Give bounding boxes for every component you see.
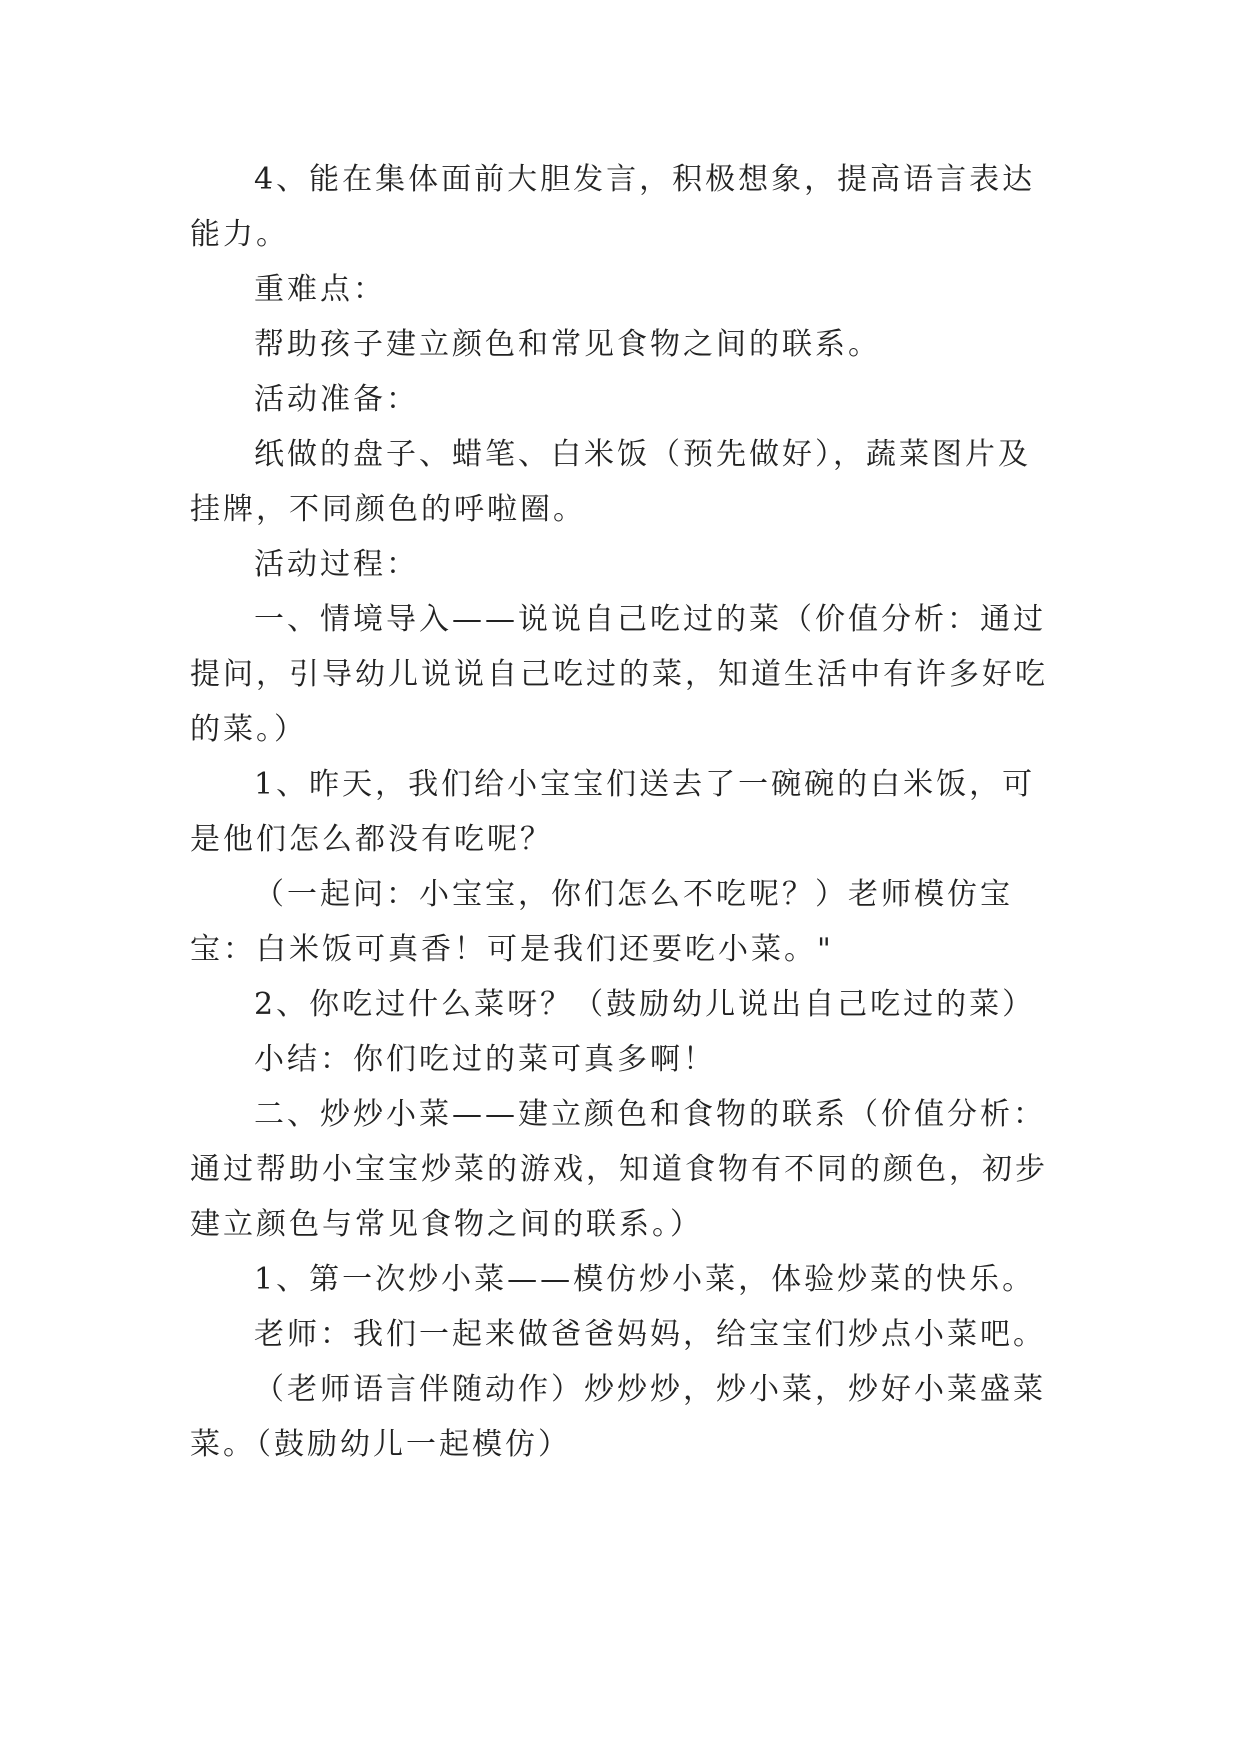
paragraph-step-1-1: 1、昨天，我们给小宝宝们送去了一碗碗的白米饭，可是他们怎么都没有吃呢？ bbox=[190, 767, 1036, 857]
paragraph-section-one: 一、情境导入——说说自己吃过的菜（价值分析：通过提问，引导幼儿说说自己吃过的菜，知道生活中有许多好吃的菜。） bbox=[190, 602, 1048, 747]
paragraph-teacher: 老师：我们一起来做爸爸妈妈，给宝宝们炒点小菜吧。 bbox=[254, 1317, 1046, 1352]
paragraph-goal-4: 4、能在集体面前大胆发言，积极想象，提高语言表达能力。 bbox=[190, 162, 1036, 252]
paragraph-section-two: 二、炒炒小菜——建立颜色和食物的联系（价值分析：通过帮助小宝宝炒菜的游戏，知道食物有不同的颜色，初步建立颜色与常见食物之间的联系。） bbox=[190, 1097, 1048, 1242]
paragraph-key-points: 帮助孩子建立颜色和常见食物之间的联系。 bbox=[254, 327, 881, 362]
paragraph-step-2-1: 1、第一次炒小菜——模仿炒小菜，体验炒菜的快乐。 bbox=[254, 1262, 1036, 1297]
paragraph-preparation: 纸做的盘子、蜡笔、白米饭（预先做好），蔬菜图片及挂牌，不同颜色的呼啦圈。 bbox=[190, 437, 1031, 527]
paragraph-dialogue: （一起问：小宝宝，你们怎么不吃呢？）老师模仿宝宝：白米饭可真香！可是我们还要吃小菜。" bbox=[190, 877, 1013, 967]
paragraph-process-heading: 活动过程： bbox=[254, 547, 419, 582]
paragraph-action: （老师语言伴随动作）炒炒炒，炒小菜，炒好小菜盛菜菜。（鼓励幼儿一起模仿） bbox=[190, 1372, 1046, 1462]
paragraph-step-1-2: 2、你吃过什么菜呀？（鼓励幼儿说出自己吃过的菜） bbox=[254, 987, 1036, 1022]
paragraph-key-points-heading: 重难点： bbox=[254, 272, 386, 307]
paragraph-preparation-heading: 活动准备： bbox=[254, 382, 419, 417]
document-body bbox=[190, 152, 1050, 1472]
paragraph-summary: 小结：你们吃过的菜可真多啊！ bbox=[254, 1042, 716, 1077]
